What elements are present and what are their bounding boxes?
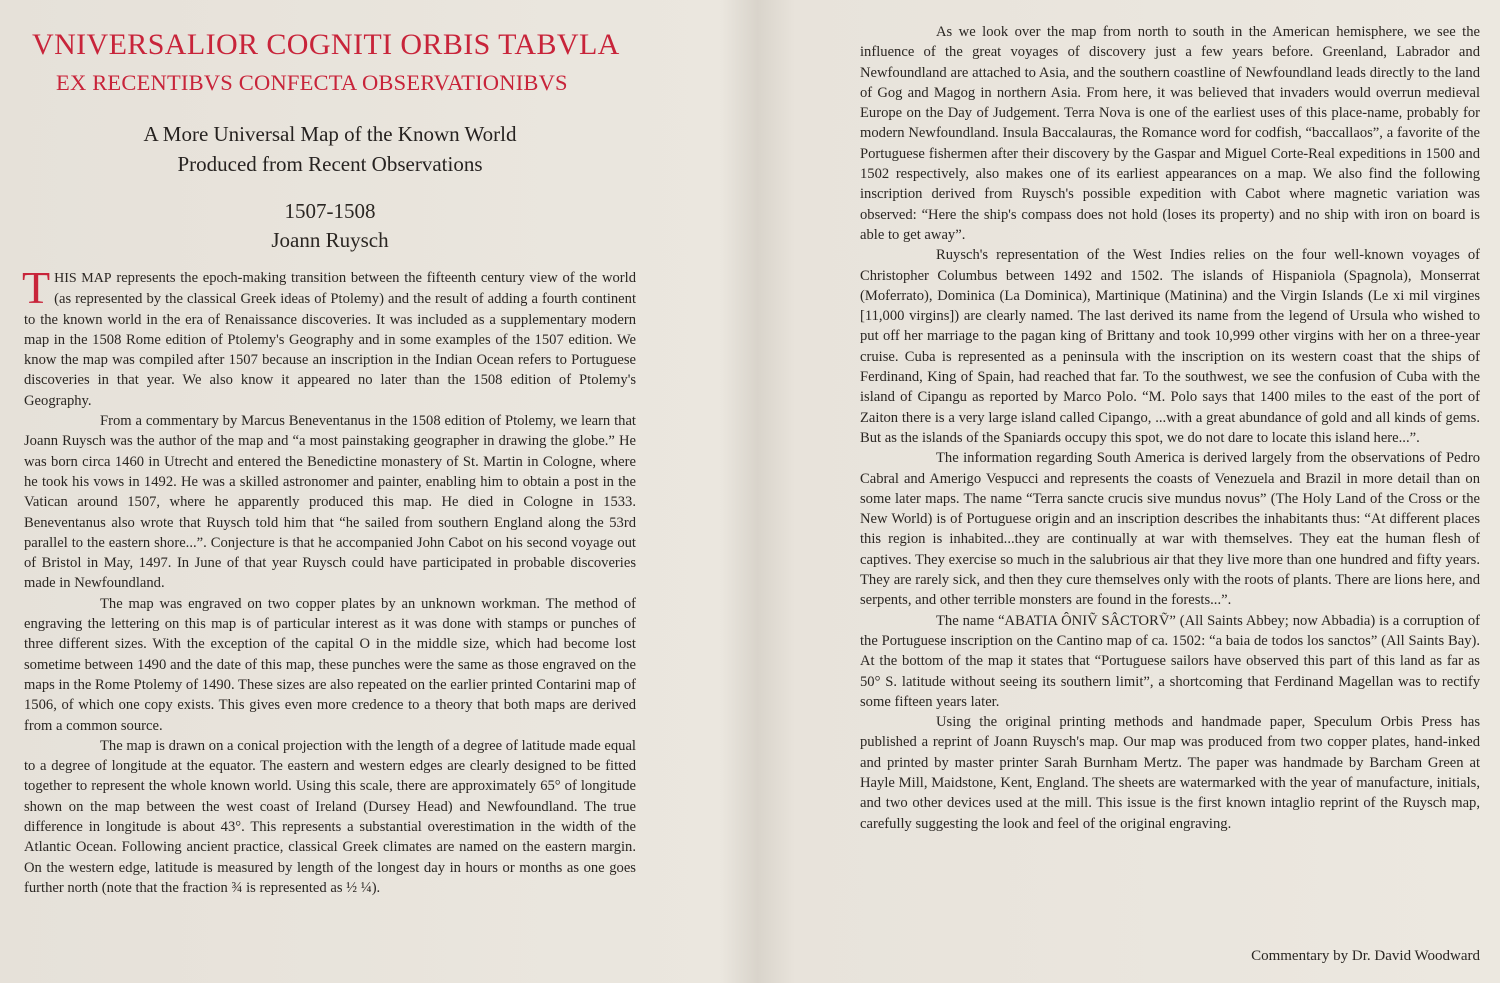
left-page	[24, 0, 636, 983]
paragraph-north-america: As we look over the map from north to south in the American hemisphere, we see the influence of the great voyages of discovery just a few years before. Greenland, Labrador and Newfoundland are attached to Asia, and the southern coastline of Newfoundland leads directly to the land of Gog and Magog in northern Asia. From here, it was believed that invaders would overrun medieval Europe on the Day of Judgement. Terra Nova is one of the earliest uses of this place-name, probably for modern Newfoundland. Insula Baccalauras, the Romance word for codfish, “baccallaos”, a favorite of the Portuguese fishermen after their discovery by the Gaspar and Miguel Corte-Real expeditions in 1500 and 1502 respectively, also makes one of its earliest appearances on a map. We also find the following inscription derived from Ruysch's possible expedition with Cabot where magnetic variation was observed: “Here the ship's compass does not hold (loses its property) and no ship with iron on board is able to get away”.	[860, 24, 1480, 243]
paragraph-commentary: From a commentary by Marcus Beneventanus in the 1508 edition of Ptolemy, we learn that Joann Ruysch was the author of the map and “a most painstaking geographer in drawing the globe.” He was born circa 1460 in Utrecht and entered the Benedictine monastery of St. Martin in Cologne, where he took his vows in 1492. He was a skilled astronomer and painter, enabling him to obtain a post in the Vatican around 1507, where he apparently produced this map. He died in Cologne in 1533. Beneventanus also wrote that Ruysch told him that “he sailed from southern England along the 53rd parallel to the eastern shore...”. Conjecture is that he accompanied John Cabot on his second voyage out of Bristol in May, 1497. In June of that year Ruysch could have participated in probable discoveries made in Newfoundland.	[24, 413, 636, 592]
paragraph-reprint: Using the original printing methods and handmade paper, Speculum Orbis Press has published a reprint of Joann Ruysch's map. Our map was produced from two copper plates, hand-inked and printed by master printer Sarah Burnham Mertz. The paper was handmade by Barcham Green at Hayle Mill, Maidstone, Kent, England. The sheets are watermarked with the year of manufacture, initials, and two other devices used at the mill. This issue is the first known intaglio reprint of the Ruysch map, carefully suggesting the look and feel of the original engraving.	[860, 714, 1480, 832]
map-author: Joann Ruysch	[271, 228, 389, 252]
map-dates: 1507-1508	[284, 199, 376, 223]
subtitle-line1: A More Universal Map of the Known World	[143, 122, 517, 146]
intro-paragraph	[22, 262, 637, 411]
paragraph-engraving: The map was engraved on two copper plates by an unknown workman. The method of engraving the lettering on this map is of particular interest as it was done with stamps or punches of three different sizes. With the exception of the capital O in the middle size, which had become lost sometime between 1490 and the date of this map, these punches were the same as those engraved on the maps in the Rome Ptolemy of 1490. These sizes are also repeated on the earlier printed Contarini map of 1506, of which one copy exists. This gives even more credence to a theory that both maps are derived from a common source.	[24, 595, 636, 734]
commentary-signature: Commentary by Dr. David Woodward	[1251, 948, 1480, 964]
paragraph-projection: The map is drawn on a conical projection with the length of a degree of latitude made equal to a degree of longitude at the equator. The eastern and western edges are clearly designed to be fitted together to represent the whole known world. Using this scale, there are approximately 65° of longitude shown on the map between the west coast of Ireland (Dursey Head) and Newfoundland. The true difference in longitude is about 43°. This represents a substantial overestimation in the width of the Atlantic Ocean. Following ancient practice, classical Greek climates are named on the eastern margin. On the western edge, latitude is measured by length of the longest day in hours or months as one goes further north (note that the fraction ¾ is represented as ½ ¼).	[24, 737, 636, 896]
intro-paragraph-text: represents the epoch-making transition between the fifteenth century view of the world (as represented by the classical Greek ideas of Ptolemy) and the result of adding a fourth continent to the known world in the era of Renaissance discoveries. It was included as a supplementary modern map in the 1508 Rome edition of Ptolemy's Geography and in some examples of the 1507 edition. We know the map was compiled after 1507 because an inscription in the Indian Ocean refers to Portuguese discoveries in that year. We also know it appeared no later than the 1508 edition of Ptolemy's Geography.	[24, 270, 637, 409]
lead-caps: HIS MAP	[54, 271, 112, 286]
paragraph-west-indies: Ruysch's representation of the West Indies relies on the four well-known voyages of Christopher Columbus between 1492 and 1502. The islands of Hispaniola (Spagnola), Monserrat (Moferrato), Dominica (La Dominica), Martinique (Matinina) and the Virgin Islands (Le xi mil virgines [11,000 virgins]) are clearly named. The last derived its name from the legend of Ursula who wished to put off her marriage to the pagan king of Brittany and took 10,999 other virgins with her on a three-year cruise. Cuba is represented as a peninsula with the inscription on its western coast that the ships of Ferdinand, King of Spain, had reached that far. To the southwest, we see the confusion of Cuba with the island of Cipangu as reported by Marco Polo. “M. Polo says that 1400 miles to the east of the port of Zaiton there is a very large island called Cipango, ...with a great abundance of gold and all kinds of gems. But as the islands of the Spaniards occupy this spot, we do not dare to locate this island here...”.	[860, 247, 1480, 446]
left-body-text	[22, 262, 637, 898]
paragraph-south-america: The information regarding South America is derived largely from the observations of Pedro Cabral and Amerigo Vespucci and represents the coasts of Venezuela and Brazil in more detail than on some later maps. The name “Terra sancte crucis sive mundus novus” (The Holy Land of the Cross or the New World) is of Portuguese origin and an inscription describes the inhabitants thus: “At different places this region is inhabited...they are continually at war with themselves. They eat the human flesh of captives. They exercise so much in the salubrious air that they live more than one hundred and fifty years. They are rarely sick, and then they cure themselves only with the roots of plants. There are lions here, and serpents, and other terrible monsters are found in the forests...”.	[860, 450, 1480, 609]
right-body-text	[860, 22, 1480, 834]
latin-title-line1: VNIVERSALIOR COGNITI ORBIS TABVLA	[32, 28, 620, 61]
right-page	[860, 0, 1480, 983]
drop-cap: T	[22, 262, 51, 313]
latin-title-line2: EX RECENTIBVS CONFECTA OBSERVATIONIBVS	[56, 70, 568, 95]
paragraph-all-saints: The name “ABATIA ÔNIṼ SÂCTORṼ” (All Saints Abbey; now Abbadia) is a corruption of the Portuguese inscription on the Cantino map of ca. 1502: “a baia de todos los sanctos” (All Saints Bay). At the bottom of the map it states that “Portuguese sailors have observed this part of this land as far as 50° S. latitude without seeing its southern limit”, a shortcoming that Ferdinand Magellan was to rectify some fifteen years later.	[860, 612, 1480, 710]
subtitle-line2: Produced from Recent Observations	[177, 152, 483, 176]
english-subtitle	[24, 119, 636, 179]
